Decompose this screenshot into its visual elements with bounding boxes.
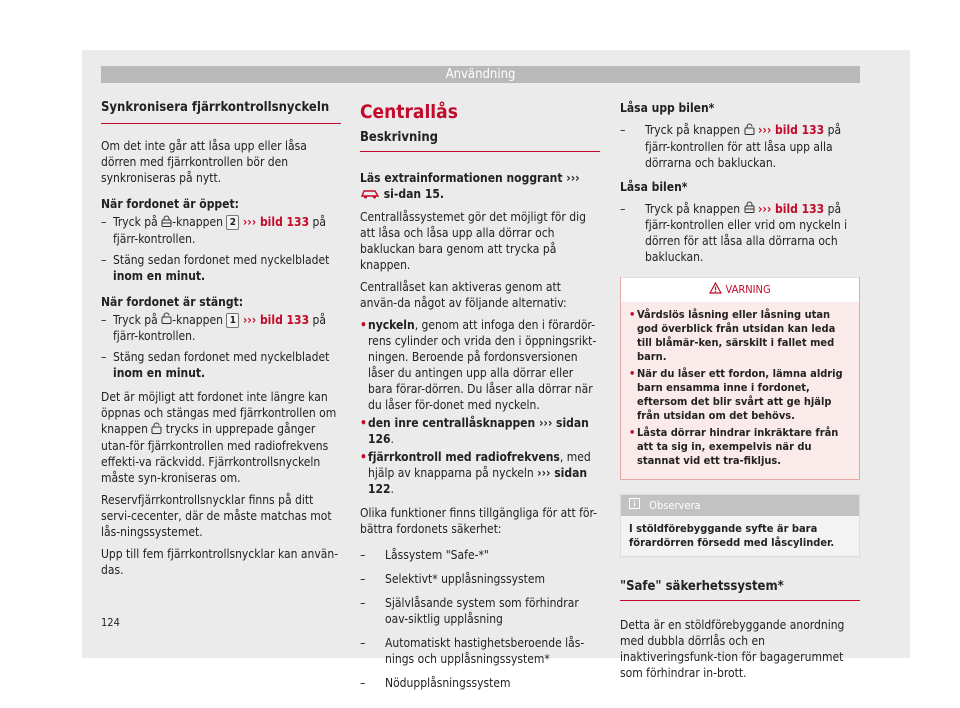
spare-keys-paragraph: Reservfjärrkontrollsnycklar finns på ditt servi-cecenter, där de måste matchas mot lås-ningssystemet. bbox=[101, 492, 332, 539]
open-heading: När fordonet är öppet: bbox=[101, 197, 239, 211]
feature-item: – Nödupplåsningssystem bbox=[360, 675, 600, 691]
warning-triangle-icon bbox=[709, 282, 722, 298]
section-title: Synkronisera fjärrkontrollsnyckeln bbox=[101, 100, 341, 124]
lock-open-icon bbox=[744, 123, 755, 139]
button-number-badge: 1 bbox=[226, 313, 239, 328]
note-text: I stöldförebyggande syfte är bara förardörren försedd med låscylinder. bbox=[629, 522, 835, 549]
option-key: • nyckeln, genom att infoga den i förardör-rens cylinder och vrida den i öppningsrikt-ningen. Beroende på fordonsversionen låser du antingen upp alla dörrar eller bara förar-dörren. Du låser alla dörrar när du låser för-donet med nyckeln. bbox=[360, 317, 600, 413]
safe-description: Detta är en stöldförebyggande anordning med dubbla dörrlås och en inaktiveringsfunk-tion för bagagerummet som förhindrar in-brott. bbox=[620, 618, 845, 680]
chapter-header: Användning bbox=[101, 66, 860, 83]
resync-paragraph: Det är möjligt att fordonet inte längre kan öppnas och stängas med fjärrkontrollen om knappen trycks in upprepade gånger utan-för fjärrkontrollen med radiofrekvens effekti-va räckvidd. Fjärrkontrollsnyckeln måste syn-kroniseras om. bbox=[101, 390, 337, 485]
closed-heading: När fordonet är stängt: bbox=[101, 294, 244, 309]
lock-closed-icon bbox=[744, 201, 755, 217]
warning-body bbox=[621, 302, 859, 479]
note-label: Observera bbox=[649, 498, 701, 512]
figure-reference[interactable]: ››› bild 133 bbox=[757, 201, 825, 216]
car-info-icon bbox=[360, 187, 380, 203]
note-header bbox=[621, 495, 859, 516]
description-paragraph: Centrallåssystemet gör det möjligt för dig att låsa och låsa upp alla dörrar och bakluckan bara genom att trycka på knappen. bbox=[360, 209, 586, 272]
warning-item: • Låsta dörrar hindrar inkräktare från att ta sig in, exempelvis när du stannat vid ett tra-fikljus. bbox=[629, 426, 851, 468]
open-step-2: – Stäng sedan fordonet med nyckelbladet inom en minut. bbox=[101, 252, 341, 284]
page-number: 124 bbox=[101, 616, 120, 629]
lock-open-icon bbox=[151, 422, 162, 438]
activation-paragraph: Centrallåset kan aktiveras genom att använ-da något av följande alternativ: bbox=[360, 279, 567, 310]
option-remote: • fjärrkontroll med radiofrekvens, med hjälp av knapparna på nyckeln ››› sidan 122. bbox=[360, 449, 600, 497]
column-1 bbox=[101, 100, 341, 584]
closed-step-1: – Tryck på -knappen 1 ››› bild 133 på fjärr-kontrollen. bbox=[101, 312, 341, 345]
feature-item: – Självlåsande system som förhindrar oav-siktlig upplåsning bbox=[360, 595, 600, 627]
button-number-badge: 2 bbox=[226, 215, 239, 230]
chapter-title: Centrallås bbox=[360, 101, 458, 123]
unlock-step: – Tryck på knappen ››› bild 133 på fjärr-kontrollen för att låsa upp alla dörrarna och bakluckan. bbox=[620, 122, 860, 171]
lock-step: – Tryck på knappen ››› bild 133 på fjärr-kontrollen eller vrid om nyckeln i dörren för att låsa alla dörrarna och bakluckan. bbox=[620, 201, 860, 266]
lock-heading: Låsa bilen* bbox=[620, 179, 688, 194]
safe-title: "Safe" säkerhetssystem* bbox=[620, 579, 860, 601]
section-subtitle: Beskrivning bbox=[360, 130, 600, 152]
warning-header bbox=[621, 277, 859, 302]
note-box bbox=[620, 494, 860, 557]
warning-item: • När du låser ett fordon, lämna aldrig barn ensamma inne i fordonet, eftersom det blir svårt att ge hjälp från utsidan om det behövs. bbox=[629, 367, 851, 423]
closed-step-2: – Stäng sedan fordonet med nyckelbladet inom en minut. bbox=[101, 349, 341, 381]
figure-reference[interactable]: ››› bild 133 bbox=[757, 123, 825, 137]
column-2 bbox=[360, 100, 600, 699]
features-paragraph: Olika funktioner finns tillgängliga för att för-bättra fordonets säkerhet: bbox=[360, 505, 598, 536]
warning-box bbox=[620, 277, 860, 480]
feature-item: – Låssystem "Safe-*" bbox=[360, 547, 600, 563]
warning-item: • Vårdslös låsning eller låsning utan god överblick från utsidan kan leda till blåmär-ken, särskilt i fallet med barn. bbox=[629, 308, 851, 364]
option-inner-button: • den inre centrallåsknappen ››› sidan 126. bbox=[360, 415, 600, 447]
column-3 bbox=[620, 100, 860, 687]
figure-reference[interactable]: ››› bild 133 bbox=[242, 312, 310, 327]
intro-text: Om det inte går att låsa upp eller låsa dörren med fjärrkontrollen bör den synkroniseras på nytt. bbox=[101, 139, 307, 185]
lock-closed-icon bbox=[161, 215, 172, 231]
warning-label: VARNING bbox=[725, 283, 771, 296]
open-step-1: – Tryck på -knappen 2 ››› bild 133 på fjärr-kontrollen. bbox=[101, 214, 341, 247]
read-info-line: Läs extrainformationen noggrant ››› si-dan 15. bbox=[360, 171, 580, 201]
feature-item: – Selektivt* upplåsningssystem bbox=[360, 571, 600, 587]
info-icon bbox=[629, 498, 640, 513]
figure-reference[interactable]: ››› bild 133 bbox=[242, 215, 310, 229]
feature-item: – Automatiskt hastighetsberoende lås-nings och upplåsningssystem* bbox=[360, 635, 600, 667]
lock-open-icon bbox=[161, 312, 172, 328]
max-keys-paragraph: Upp till fem fjärrkontrollsnycklar kan använ-das. bbox=[101, 546, 339, 577]
unlock-heading: Låsa upp bilen* bbox=[620, 101, 715, 115]
